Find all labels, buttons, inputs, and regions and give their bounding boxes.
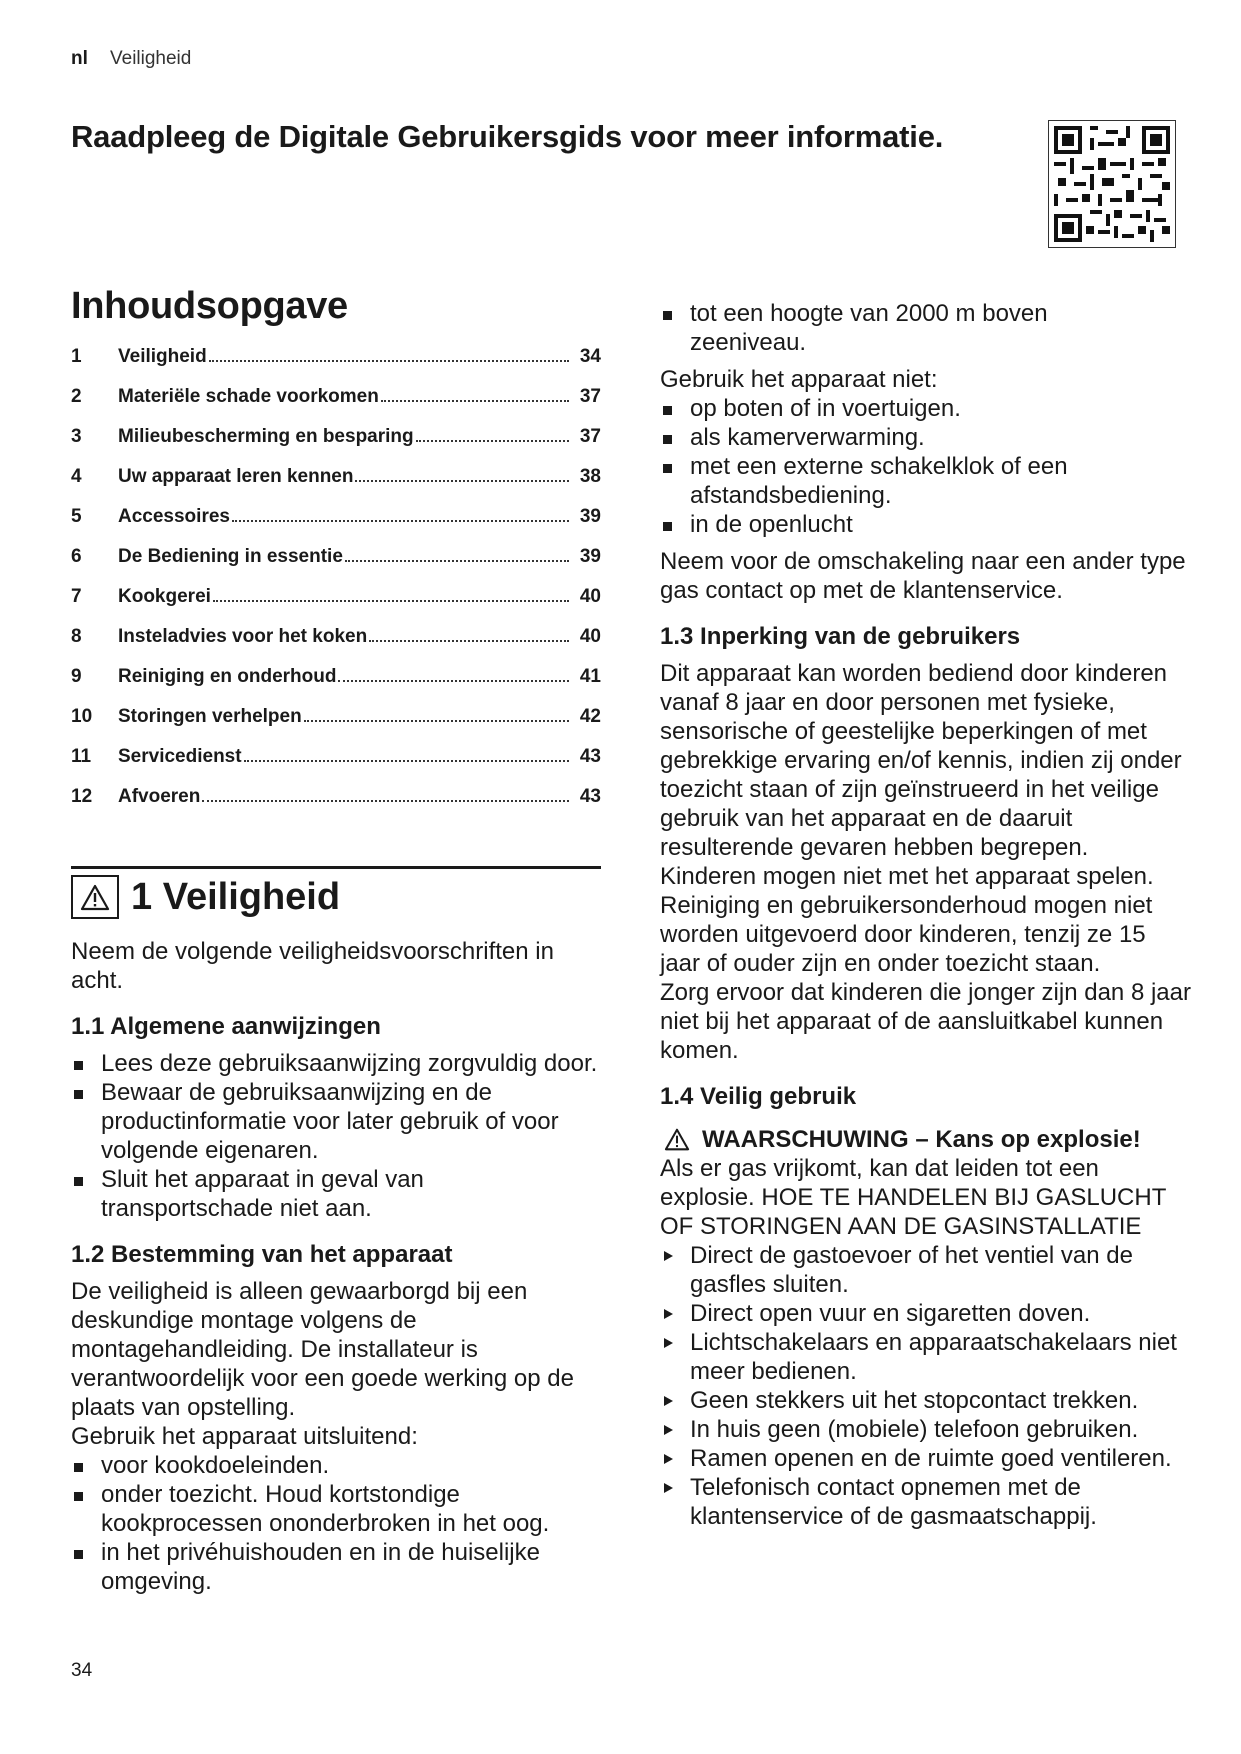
toc-page: 37 bbox=[579, 426, 601, 447]
toc-page: 42 bbox=[579, 706, 601, 727]
list-item: in de openlucht bbox=[660, 510, 1150, 539]
toc-leader bbox=[369, 640, 569, 642]
toc-page: 43 bbox=[579, 746, 601, 767]
toc-page: 43 bbox=[579, 786, 601, 807]
toc-item-12[interactable] bbox=[71, 786, 601, 826]
toc-num: 5 bbox=[71, 506, 82, 527]
paragraph: Gebruik het apparaat niet: bbox=[660, 366, 938, 393]
toc-leader bbox=[244, 760, 569, 762]
toc-item-6[interactable] bbox=[71, 546, 601, 586]
list-item: als kamerverwarming. bbox=[660, 423, 1150, 452]
list-item: op boten of in voertuigen. bbox=[660, 394, 1150, 423]
intended-use-list bbox=[71, 1451, 601, 1596]
toc-label: Milieubescherming en besparing bbox=[118, 426, 414, 447]
qr-code-icon[interactable] bbox=[1048, 120, 1176, 248]
toc-num: 11 bbox=[71, 746, 92, 767]
toc-leader bbox=[338, 680, 569, 682]
toc-label: Veiligheid bbox=[118, 346, 207, 367]
subsection-1-1-title: 1.1 Algemene aanwijzingen bbox=[71, 1013, 381, 1040]
header-section: Veiligheid bbox=[110, 48, 192, 69]
toc-item-9[interactable] bbox=[71, 666, 601, 706]
paragraph: Kinderen mogen niet met het apparaat spelen. bbox=[660, 863, 1154, 890]
paragraph: Als er gas vrijkomt, kan dat leiden tot een explosie. HOE TE HANDELEN BIJ GASLUCHT OF STORINGEN AAN DE GASINSTALLATIE bbox=[660, 1155, 1166, 1240]
toc-label: Servicedienst bbox=[118, 746, 242, 767]
general-instructions-list bbox=[71, 1049, 601, 1223]
explosion-warning bbox=[660, 1125, 1200, 1154]
step-item: Ramen openen en de ruimte goed ventileren. bbox=[660, 1444, 1190, 1473]
section-heading bbox=[71, 866, 601, 919]
paragraph: Zorg ervoor dat kinderen die jonger zijn dan 8 jaar niet bij het apparaat of de aansluitkabel kunnen komen. bbox=[660, 979, 1191, 1064]
step-item: In huis geen (mobiele) telefoon gebruiken. bbox=[660, 1415, 1190, 1444]
toc-item-10[interactable] bbox=[71, 706, 601, 746]
toc-page: 40 bbox=[579, 586, 601, 607]
toc-num: 4 bbox=[71, 466, 82, 487]
toc-leader bbox=[213, 600, 569, 602]
toc-label: Afvoeren bbox=[118, 786, 201, 807]
warning-triangle-icon bbox=[71, 875, 119, 919]
toc-item-1[interactable] bbox=[71, 346, 601, 386]
warning-triangle-icon bbox=[664, 1128, 690, 1151]
toc-leader bbox=[381, 400, 569, 402]
step-item: Direct de gastoevoer of het ventiel van de gasfles sluiten. bbox=[660, 1241, 1190, 1299]
toc-num: 2 bbox=[71, 386, 82, 407]
toc-page: 40 bbox=[579, 626, 601, 647]
toc-leader bbox=[416, 440, 569, 442]
toc-num: 7 bbox=[71, 586, 82, 607]
toc-page: 41 bbox=[579, 666, 601, 687]
toc-label: Storingen verhelpen bbox=[118, 706, 302, 727]
subsection-1-4-title: 1.4 Veilig gebruik bbox=[660, 1083, 857, 1110]
toc-page: 38 bbox=[579, 466, 601, 487]
toc-label: Kookgerei bbox=[118, 586, 211, 607]
step-item: Direct open vuur en sigaretten doven. bbox=[660, 1299, 1190, 1328]
toc-title: Inhoudsopgave bbox=[71, 285, 348, 327]
digital-guide-banner: Raadpleeg de Digitale Gebruikersgids voor meer informatie. bbox=[71, 119, 944, 154]
toc-leader bbox=[345, 560, 569, 562]
toc-num: 9 bbox=[71, 666, 82, 687]
section-intro: Neem de volgende veiligheidsvoorschriften in acht. bbox=[71, 938, 554, 994]
toc-num: 6 bbox=[71, 546, 82, 567]
toc-label: Materiële schade voorkomen bbox=[118, 386, 379, 407]
list-item: Sluit het apparaat in geval van transportschade niet aan. bbox=[71, 1165, 601, 1223]
toc-label: De Bediening in essentie bbox=[118, 546, 343, 567]
paragraph: Dit apparaat kan worden bediend door kinderen vanaf 8 jaar en door personen met fysieke, sensorische of geestelijke beperkingen of met gebrekkige ervaring en/of kennis, indien zij onder toezicht staan of zijn geïnstrueerd in het veilige gebruik van het apparaat en de daaruit resulterende gevaren hebben begrepen. bbox=[660, 660, 1182, 861]
toc-leader bbox=[209, 360, 569, 362]
toc-page: 39 bbox=[579, 506, 601, 527]
page-number: 34 bbox=[71, 1660, 93, 1681]
paragraph: Gebruik het apparaat uitsluitend: bbox=[71, 1423, 418, 1450]
toc-page: 37 bbox=[579, 386, 601, 407]
toc-item-3[interactable] bbox=[71, 426, 601, 466]
toc-item-7[interactable] bbox=[71, 586, 601, 626]
toc-leader bbox=[202, 800, 569, 802]
step-item: Geen stekkers uit het stopcontact trekken. bbox=[660, 1386, 1190, 1415]
right-column bbox=[660, 299, 1200, 1531]
toc-page: 39 bbox=[579, 546, 601, 567]
list-item: onder toezicht. Houd kortstondige kookprocessen ononderbroken in het oog. bbox=[71, 1480, 601, 1538]
list-item: in het privéhuishouden en in de huiselijke omgeving. bbox=[71, 1538, 601, 1596]
subsection-1-2-title: 1.2 Bestemming van het apparaat bbox=[71, 1241, 453, 1268]
toc-label: Accessoires bbox=[118, 506, 230, 527]
toc-list bbox=[71, 346, 601, 826]
warning-text: WAARSCHUWING – Kans op explosie! bbox=[702, 1126, 1141, 1153]
list-item: voor kookdoeleinden. bbox=[71, 1451, 601, 1480]
list-item: Bewaar de gebruiksaanwijzing en de productinformatie voor later gebruik of voor volgende eigenaren. bbox=[71, 1078, 601, 1165]
header-language: nl bbox=[71, 48, 88, 69]
list-item: Lees deze gebruiksaanwijzing zorgvuldig door. bbox=[71, 1049, 601, 1078]
toc-item-4[interactable] bbox=[71, 466, 601, 506]
section-title: 1 Veiligheid bbox=[131, 875, 341, 918]
toc-item-2[interactable] bbox=[71, 386, 601, 426]
toc-label: Uw apparaat leren kennen bbox=[118, 466, 354, 487]
list-item: met een externe schakelklok of een afstandsbediening. bbox=[660, 452, 1150, 510]
list-item: tot een hoogte van 2000 m boven zeeniveau. bbox=[660, 299, 1160, 357]
paragraph: Reiniging en gebruikersonderhoud mogen niet worden uitgevoerd door kinderen, tenzij ze 15 jaar of ouder zijn en onder toezicht staan. bbox=[660, 892, 1153, 977]
toc-page: 34 bbox=[579, 346, 601, 367]
toc-item-5[interactable] bbox=[71, 506, 601, 546]
toc-num: 12 bbox=[71, 786, 93, 807]
toc-item-8[interactable] bbox=[71, 626, 601, 666]
not-use-list bbox=[660, 394, 1150, 539]
toc-item-11[interactable] bbox=[71, 746, 601, 786]
toc-label: Insteladvies voor het koken bbox=[118, 626, 368, 647]
toc-leader bbox=[355, 480, 569, 482]
toc-leader bbox=[232, 520, 569, 522]
toc-num: 10 bbox=[71, 706, 93, 727]
step-item: Telefonisch contact opnemen met de klantenservice of de gasmaatschappij. bbox=[660, 1473, 1190, 1531]
paragraph: De veiligheid is alleen gewaarborgd bij een deskundige montage volgens de montagehandleiding. De installateur is verantwoordelijk voor een goede werking op de plaats van opstelling. bbox=[71, 1278, 574, 1421]
toc-num: 8 bbox=[71, 626, 82, 647]
toc-label: Reiniging en onderhoud bbox=[118, 666, 337, 687]
toc-num: 3 bbox=[71, 426, 82, 447]
intended-use-list-cont bbox=[660, 299, 1160, 357]
paragraph: Neem voor de omschakeling naar een ander type gas contact op met de klantenservice. bbox=[660, 548, 1186, 604]
subsection-1-3-title: 1.3 Inperking van de gebruikers bbox=[660, 623, 1021, 650]
toc-num: 1 bbox=[71, 346, 82, 367]
step-item: Lichtschakelaars en apparaatschakelaars niet meer bedienen. bbox=[660, 1328, 1190, 1386]
left-column bbox=[71, 285, 601, 1596]
gas-steps-list bbox=[660, 1241, 1190, 1531]
toc-leader bbox=[304, 720, 569, 722]
